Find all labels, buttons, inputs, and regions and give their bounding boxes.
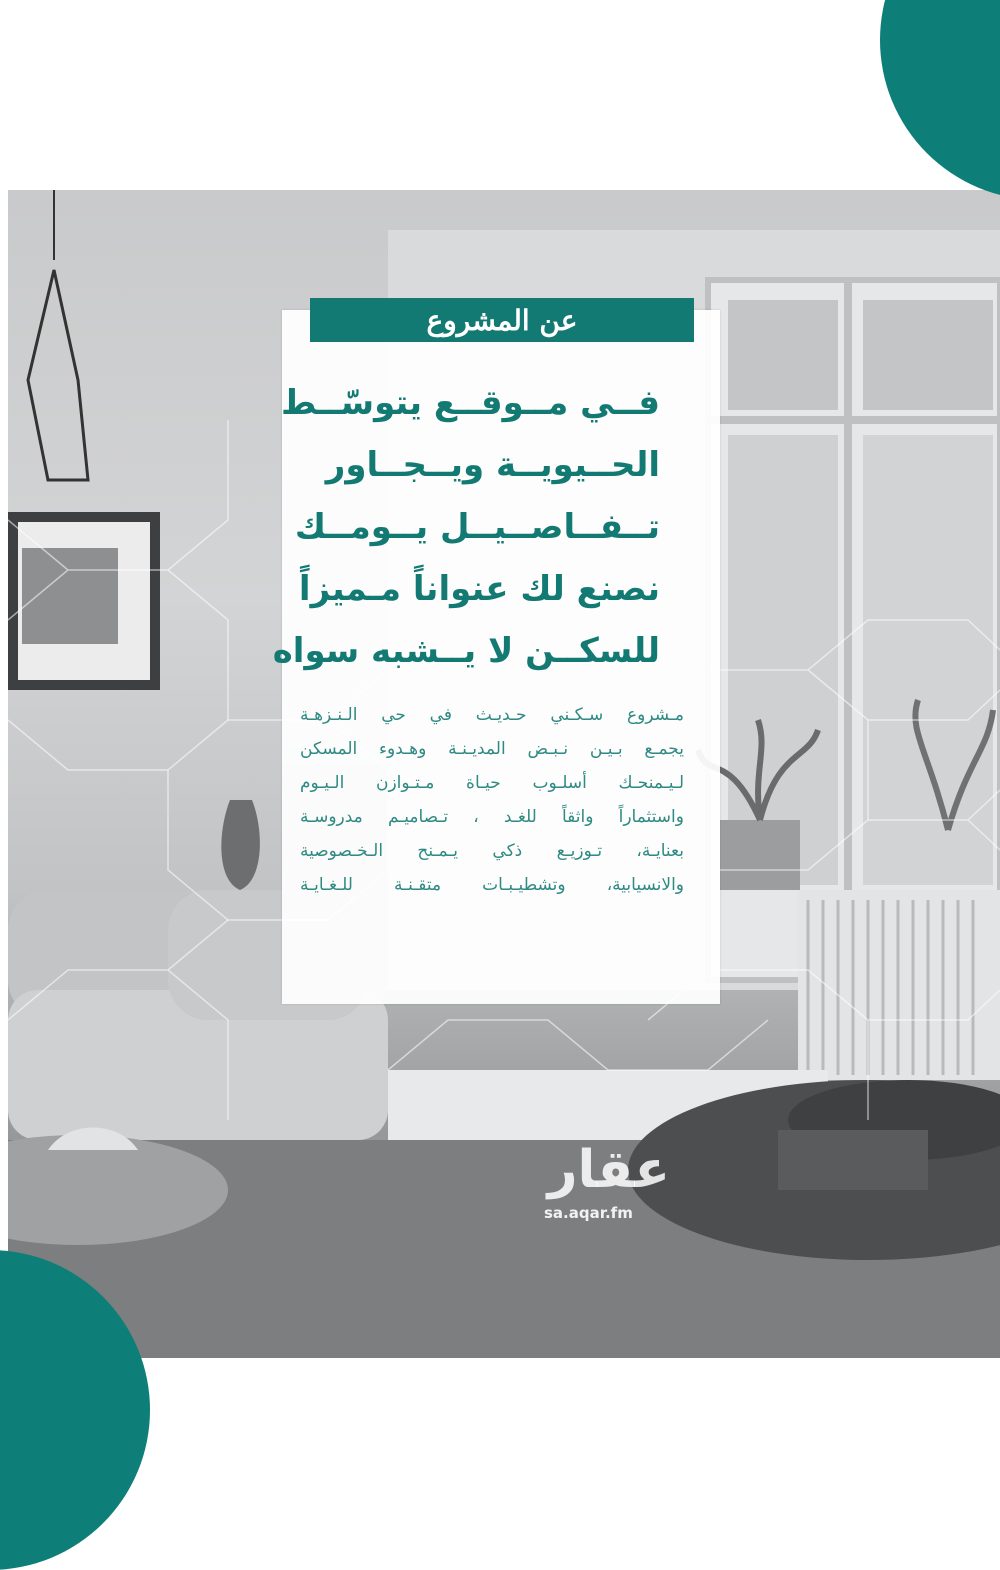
description-line: لـيـمنحـك أسلـوب حيـاة مـتـوازن الـيـوم bbox=[300, 773, 684, 793]
aqar-watermark bbox=[516, 1140, 686, 1230]
headline bbox=[272, 372, 660, 682]
watermark-logo: عقار bbox=[547, 1140, 670, 1200]
card-title: عن المشروع bbox=[426, 303, 578, 337]
headline-line: تــفــاصــيــل يــومــك bbox=[294, 507, 660, 547]
headline-line: الحــيويــة ويــجــاور bbox=[325, 445, 660, 485]
headline-line: فــي مــوقــع يتوسّــط bbox=[281, 383, 660, 423]
watermark-url: sa.aqar.fm bbox=[544, 1204, 633, 1222]
description-line: والانسيابية، وتشطيـبـات متقـنـة للـغـايـة bbox=[300, 875, 684, 895]
headline-line: نصنع لك عنواناً مـميزاً bbox=[298, 569, 660, 609]
card-title-banner bbox=[310, 298, 694, 342]
headline-line: للسكــن لا يــشبه سواه bbox=[272, 631, 660, 671]
description-line: بعنايـة، تـوزيـع ذكي يـمـنح الـخـصوصية bbox=[300, 841, 684, 861]
description-line: مـشروع سـكـني حـديـث في حي الـنـزهـة bbox=[300, 705, 684, 725]
description-line: واستثماراً واثقاً للغـد ، تـصاميـم مدروسـة bbox=[300, 807, 684, 827]
description-line: يجمـع بـيـن نـبـض المديـنـة وهـدوء المسكن bbox=[300, 739, 684, 759]
project-description bbox=[300, 698, 684, 902]
decorative-teal-arc-top bbox=[880, 0, 1000, 200]
